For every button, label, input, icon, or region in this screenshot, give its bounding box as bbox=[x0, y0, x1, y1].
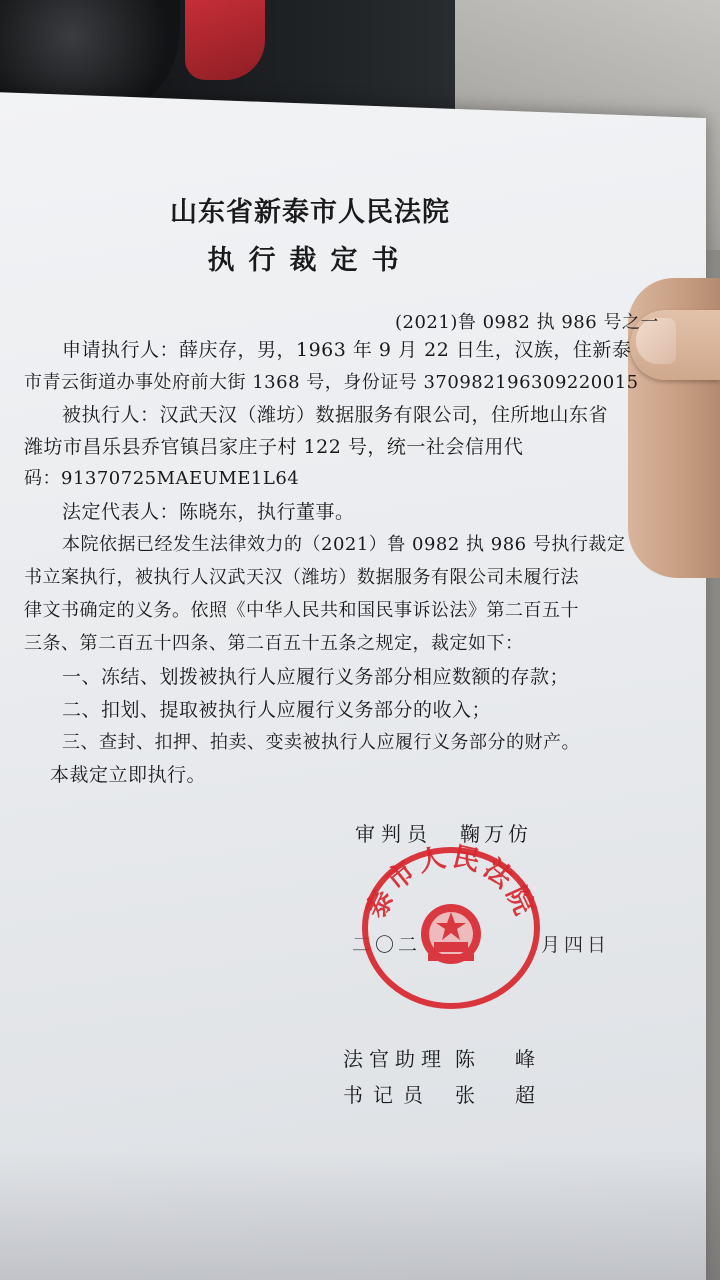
clerk-label: 书记员 bbox=[343, 1083, 433, 1107]
court-title: 山东省新泰市人民法院 bbox=[170, 197, 450, 228]
ruling-3: 三、查封、扣押、拍卖、变卖被执行人应履行义务部分的财产。 bbox=[62, 732, 580, 753]
document-type: 执行裁定书 bbox=[207, 245, 413, 276]
applicant-line-2: 市青云街道办事处府前大街 1368 号，身份证号 370982196309220015 bbox=[24, 372, 639, 393]
body-line-3: 律文书确定的义务。依照《中华人民共和国民事诉讼法》第二百五十 bbox=[24, 600, 579, 621]
judge-label: 审判员 bbox=[355, 822, 433, 846]
body-line-2: 书立案执行，被执行人汉武天汉（潍坊）数据服务有限公司未履行法 bbox=[24, 567, 579, 588]
ruling-1: 一、冻结、划拨被执行人应履行义务部分相应数额的存款； bbox=[62, 666, 570, 688]
body-line-1: 本院依据已经发生法律效力的（2021）鲁 0982 执 986 号执行裁定 bbox=[62, 534, 626, 555]
closing-statement: 本裁定立即执行。 bbox=[50, 764, 207, 786]
case-number: (2021)鲁 0982 执 986 号之一 bbox=[395, 312, 659, 333]
respondent-line-1: 被执行人：汉武天汉（潍坊）数据服务有限公司，住所地山东省 bbox=[62, 404, 609, 426]
clerk-name: 张 超 bbox=[455, 1083, 535, 1107]
assistant-name: 陈 峰 bbox=[455, 1047, 535, 1071]
national-emblem-icon bbox=[421, 904, 481, 964]
respondent-line-2: 潍坊市昌乐县乔官镇吕家庄子村 122 号，统一社会信用代 bbox=[24, 436, 524, 458]
court-seal bbox=[358, 842, 544, 1010]
legal-representative: 法定代表人：陈晓东，执行董事。 bbox=[62, 501, 355, 523]
ruling-2: 二、扣划、提取被执行人应履行义务部分的收入； bbox=[62, 699, 492, 721]
assistant-label: 法官助理 bbox=[343, 1047, 447, 1071]
date-start: 二〇二 bbox=[352, 934, 422, 956]
seal-text: 泰市人民法院 bbox=[360, 842, 542, 924]
date-end: 月四日 bbox=[541, 934, 611, 956]
judge-name: 鞠万仿 bbox=[460, 822, 532, 846]
respondent-line-3: 码：91370725MAEUME1L64 bbox=[24, 468, 300, 489]
applicant-line-1: 申请执行人：薛庆存，男，1963 年 9 月 22 日生，汉族，住新泰 bbox=[62, 339, 632, 361]
body-line-4: 三条、第二百五十四条、第二百五十五条之规定，裁定如下： bbox=[24, 633, 524, 654]
